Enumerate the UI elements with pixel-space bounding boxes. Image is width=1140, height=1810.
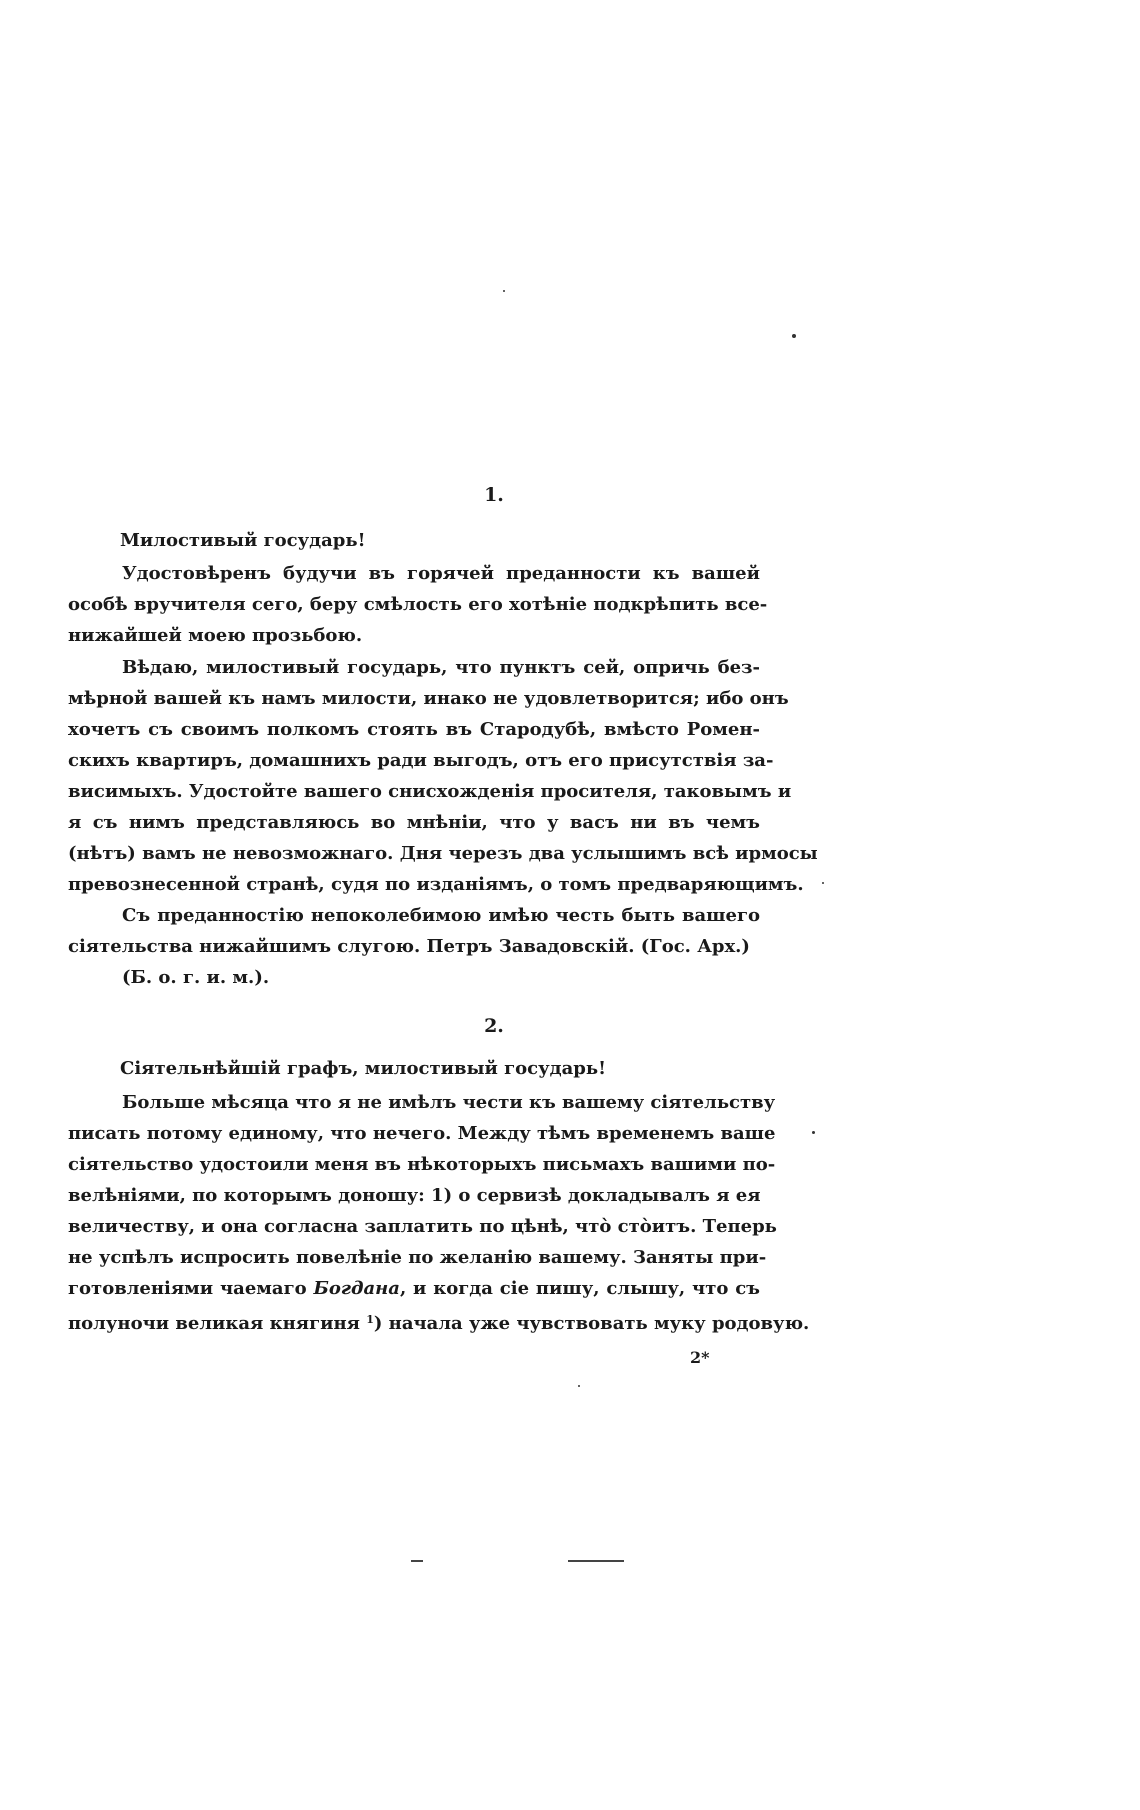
text-line: нижайшей моею прозьбою. [68,625,363,646]
scan-speck [822,882,824,884]
text-line: превознесенной странѣ, судя по изданіямъ, о томъ предваряющимъ. [68,874,804,895]
footnote-marker: 1 [366,1313,374,1326]
text-line: я съ нимъ представляюсь во мнѣніи, что у васъ ни въ чемъ [68,812,760,833]
text-fragment: готовленіями чаемаго [68,1278,307,1299]
text-line [68,1278,760,1300]
scan-speck [812,1131,815,1134]
scan-rule [411,1560,423,1562]
scan-speck [578,1385,580,1387]
text-fragment: ) начала уже чувствовать муку родовую. [373,1313,810,1334]
text-line: мѣрной вашей къ намъ милости, инако не удовлетворится; ибо онъ [68,688,789,709]
salutation: Сіятельнѣйшій графъ, милостивый государь! [120,1058,607,1079]
text-line: (нѣтъ) вамъ не невозможнаго. Дня черезъ два услышимъ всѣ ирмосы [68,843,818,864]
text-line: Съ преданностію непоколебимою имѣю честь быть вашего [122,905,760,926]
text-line: висимыхъ. Удостойте вашего снисхожденія просителя, таковымъ и [68,781,792,802]
text-line: не успѣлъ испросить повелѣніе по желанію вашему. Заняты при- [68,1247,767,1268]
text-line: Больше мѣсяца что я не имѣлъ чести къ вашему сіятельству [122,1092,776,1113]
text-line: величеству, и она согласна заплатить по цѣнѣ, чтò стòитъ. Теперь [68,1216,777,1237]
text-line: Вѣдаю, милостивый государь, что пунктъ сей, опричь без- [122,657,760,678]
letter-number: 1. [484,484,504,506]
text-line: Удостовѣренъ будучи въ горячей преданности къ вашей [122,563,760,584]
text-line: (Б. о. г. и. м.). [122,967,270,988]
scan-rule [568,1560,624,1562]
text-line [68,1309,810,1334]
text-fragment: , и когда сіе пишу, слышу, что съ [399,1278,760,1299]
text-line: хочетъ съ своимъ полкомъ стоять въ Стародубѣ, вмѣсто Ромен- [68,719,760,740]
text-line: писать потому единому, что нечего. Между тѣмъ временемъ ваше [68,1123,776,1144]
letter-number: 2. [484,1015,504,1037]
scan-speck [792,334,796,338]
signature-mark: 2* [690,1348,710,1367]
salutation: Милостивый государь! [120,530,366,551]
italic-name: Богдана [313,1278,400,1299]
text-line: особѣ вручителя сего, беру смѣлость его хотѣніе подкрѣпить все- [68,594,768,615]
text-fragment: полуночи великая княгиня [68,1313,360,1334]
text-line: сіятельство удостоили меня въ нѣкоторыхъ письмахъ вашими по- [68,1154,776,1175]
text-line: велѣніями, по которымъ доношу: 1) о сервизѣ докладывалъ я ея [68,1185,761,1206]
text-line: сіятельства нижайшимъ слугою. Петръ Завадовскій. (Гос. Арх.) [68,936,750,957]
scan-speck [503,290,505,292]
text-line: скихъ квартиръ, домашнихъ ради выгодъ, отъ его присутствія за- [68,750,774,771]
